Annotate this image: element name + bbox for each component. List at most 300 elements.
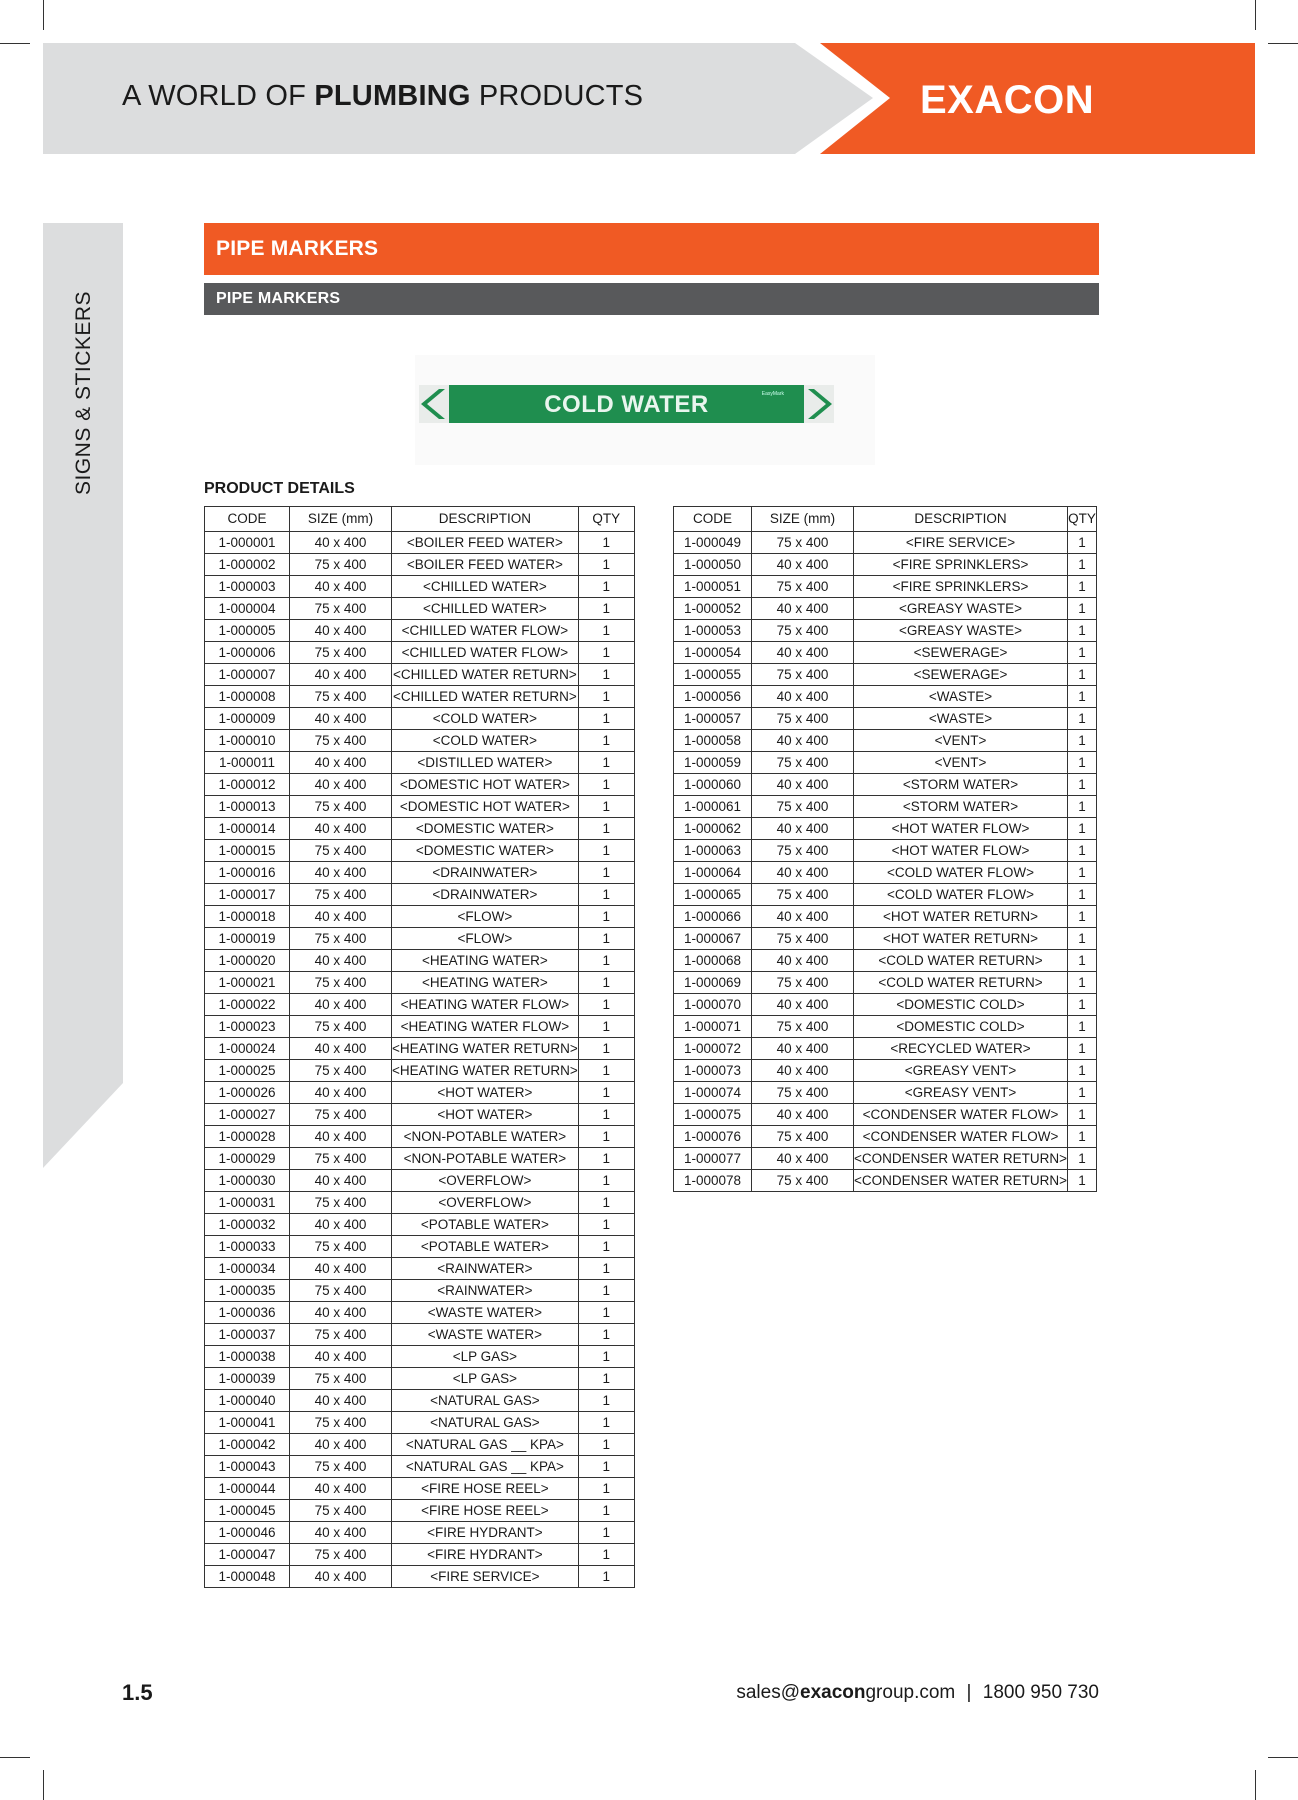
cell-size: 40 x 400 [290,1258,392,1280]
table-row [205,598,635,620]
cell-qty: 1 [578,818,634,840]
cell-description: <NATURAL GAS> [392,1390,579,1412]
cell-description: <HEATING WATER FLOW> [392,994,579,1016]
table-row [205,906,635,928]
cell-qty: 1 [578,664,634,686]
table-row [674,620,1097,642]
cell-qty: 1 [578,862,634,884]
cell-qty: 1 [1068,664,1097,686]
cell-qty: 1 [578,1170,634,1192]
cell-code: 1-000011 [205,752,290,774]
cell-code: 1-000031 [205,1192,290,1214]
cell-size: 40 x 400 [290,532,392,554]
cell-code: 1-000041 [205,1412,290,1434]
cell-description: <RAINWATER> [392,1280,579,1302]
cell-description: <SEWERAGE> [854,664,1068,686]
cell-size: 40 x 400 [290,708,392,730]
cell-qty: 1 [1068,1060,1097,1082]
cell-size: 40 x 400 [290,818,392,840]
table-row [674,950,1097,972]
crop-mark [1268,1757,1298,1758]
section-title: PIPE MARKERS [216,237,379,260]
cell-code: 1-000051 [674,576,752,598]
cell-size: 75 x 400 [290,1104,392,1126]
crop-mark [43,1770,44,1800]
cell-size: 40 x 400 [752,906,854,928]
cell-description: <VENT> [854,730,1068,752]
cell-size: 75 x 400 [290,598,392,620]
pipe-marker-text: COLD WATER [544,391,709,418]
cell-qty: 1 [1068,928,1097,950]
cell-description: <CHILLED WATER FLOW> [392,642,579,664]
cell-qty: 1 [578,642,634,664]
cell-qty: 1 [1068,752,1097,774]
cell-qty: 1 [578,1434,634,1456]
table-row [205,1566,635,1588]
table-row [205,620,635,642]
cell-size: 75 x 400 [290,1192,392,1214]
cell-size: 75 x 400 [752,1170,854,1192]
table-row [674,1038,1097,1060]
product-table-right [673,506,1097,1192]
cell-code: 1-000043 [205,1456,290,1478]
cell-description: <HOT WATER RETURN> [854,928,1068,950]
cell-code: 1-000008 [205,686,290,708]
section-subtitle-bar [204,283,1099,315]
cell-qty: 1 [1068,730,1097,752]
table-row [205,576,635,598]
cell-description: <DOMESTIC HOT WATER> [392,796,579,818]
table-row [205,1148,635,1170]
table-row [674,686,1097,708]
cell-code: 1-000010 [205,730,290,752]
cell-code: 1-000040 [205,1390,290,1412]
table-row [674,664,1097,686]
cell-description: <POTABLE WATER> [392,1214,579,1236]
cell-qty: 1 [578,1456,634,1478]
cell-size: 75 x 400 [290,1368,392,1390]
cell-code: 1-000017 [205,884,290,906]
cell-qty: 1 [1068,862,1097,884]
table-row [205,972,635,994]
cell-description: <WASTE WATER> [392,1324,579,1346]
table-row [205,1434,635,1456]
table-row [205,1104,635,1126]
cell-qty: 1 [578,554,634,576]
cell-code: 1-000009 [205,708,290,730]
cell-code: 1-000071 [674,1016,752,1038]
cell-description: <COLD WATER> [392,730,579,752]
cell-qty: 1 [578,598,634,620]
table-row [205,994,635,1016]
product-table-left [204,506,635,1588]
cell-description: <CHILLED WATER> [392,598,579,620]
cell-size: 40 x 400 [752,774,854,796]
cell-description: <COLD WATER RETURN> [854,950,1068,972]
cell-description: <POTABLE WATER> [392,1236,579,1258]
cell-code: 1-000064 [674,862,752,884]
cell-description: <NATURAL GAS __ KPA> [392,1434,579,1456]
cell-description: <CHILLED WATER FLOW> [392,620,579,642]
table-row [205,1082,635,1104]
cell-code: 1-000037 [205,1324,290,1346]
cell-description: <FIRE HYDRANT> [392,1522,579,1544]
cell-description: <OVERFLOW> [392,1192,579,1214]
cell-size: 40 x 400 [290,1126,392,1148]
cell-size: 75 x 400 [290,840,392,862]
cell-size: 40 x 400 [752,950,854,972]
crop-mark [1268,43,1298,44]
table-row [674,1148,1097,1170]
cell-description: <GREASY WASTE> [854,598,1068,620]
table-row [205,752,635,774]
section-subtitle: PIPE MARKERS [216,290,341,307]
table-row [205,1192,635,1214]
cell-description: <HOT WATER FLOW> [854,840,1068,862]
cell-description: <DOMESTIC COLD> [854,994,1068,1016]
cell-code: 1-000078 [674,1170,752,1192]
cell-code: 1-000069 [674,972,752,994]
cell-description: <COLD WATER> [392,708,579,730]
cell-code: 1-000052 [674,598,752,620]
cell-qty: 1 [578,1148,634,1170]
cell-description: <GREASY WASTE> [854,620,1068,642]
cell-size: 75 x 400 [290,884,392,906]
table-row [674,1104,1097,1126]
cell-qty: 1 [578,1346,634,1368]
table-row [205,818,635,840]
table-row [205,642,635,664]
cell-qty: 1 [1068,598,1097,620]
cell-code: 1-000002 [205,554,290,576]
cell-size: 40 x 400 [752,598,854,620]
cell-description: <FIRE HOSE REEL> [392,1500,579,1522]
arrow-right-icon [804,385,834,423]
cell-code: 1-000061 [674,796,752,818]
cell-qty: 1 [1068,818,1097,840]
cell-description: <STORM WATER> [854,796,1068,818]
cell-description: <GREASY VENT> [854,1082,1068,1104]
table-row [205,1324,635,1346]
table-row [674,972,1097,994]
cell-qty: 1 [578,1192,634,1214]
cell-size: 40 x 400 [290,1522,392,1544]
table-row [674,1170,1097,1192]
cell-qty: 1 [578,1566,634,1588]
cell-size: 75 x 400 [752,752,854,774]
cell-qty: 1 [1068,994,1097,1016]
cell-code: 1-000060 [674,774,752,796]
cell-size: 40 x 400 [290,620,392,642]
cell-code: 1-000035 [205,1280,290,1302]
cell-code: 1-000036 [205,1302,290,1324]
pipe-marker-maker: EasyMark [761,391,784,397]
cell-code: 1-000038 [205,1346,290,1368]
cell-code: 1-000077 [674,1148,752,1170]
cell-code: 1-000056 [674,686,752,708]
cell-code: 1-000022 [205,994,290,1016]
cell-qty: 1 [578,686,634,708]
cell-code: 1-000006 [205,642,290,664]
table-row [205,884,635,906]
cell-qty: 1 [1068,972,1097,994]
cell-size: 75 x 400 [290,1500,392,1522]
col-header-qty: QTY [1068,507,1097,532]
cell-code: 1-000057 [674,708,752,730]
table-row [674,642,1097,664]
table-row [674,774,1097,796]
cell-description: <VENT> [854,752,1068,774]
cell-description: <NATURAL GAS> [392,1412,579,1434]
cell-size: 75 x 400 [290,730,392,752]
cell-description: <FIRE SERVICE> [854,532,1068,554]
cell-code: 1-000039 [205,1368,290,1390]
table-row [674,532,1097,554]
table-row [205,1038,635,1060]
cell-qty: 1 [578,1126,634,1148]
cell-code: 1-000058 [674,730,752,752]
cell-size: 75 x 400 [752,1016,854,1038]
cell-description: <GREASY VENT> [854,1060,1068,1082]
cell-description: <RECYCLED WATER> [854,1038,1068,1060]
cell-size: 75 x 400 [290,686,392,708]
cell-qty: 1 [578,1038,634,1060]
table-row [205,664,635,686]
cell-size: 75 x 400 [752,664,854,686]
cell-qty: 1 [578,840,634,862]
cell-qty: 1 [1068,1038,1097,1060]
cell-description: <HOT WATER RETURN> [854,906,1068,928]
cell-description: <DRAINWATER> [392,884,579,906]
cell-code: 1-000054 [674,642,752,664]
cell-description: <HEATING WATER FLOW> [392,1016,579,1038]
cell-code: 1-000005 [205,620,290,642]
cell-qty: 1 [578,1412,634,1434]
cell-code: 1-000050 [674,554,752,576]
cell-code: 1-000067 [674,928,752,950]
cell-code: 1-000015 [205,840,290,862]
cell-qty: 1 [578,1082,634,1104]
table-row [205,532,635,554]
page-number: 1.5 [122,1680,153,1705]
cell-qty: 1 [1068,884,1097,906]
cell-description: <BOILER FEED WATER> [392,554,579,576]
cell-qty: 1 [578,796,634,818]
cell-qty: 1 [1068,642,1097,664]
cell-size: 40 x 400 [752,1038,854,1060]
table-row [205,1478,635,1500]
table-row [205,1060,635,1082]
cell-description: <HOT WATER> [392,1104,579,1126]
cell-code: 1-000046 [205,1522,290,1544]
table-header-row [205,507,635,532]
cell-size: 40 x 400 [290,774,392,796]
cell-code: 1-000042 [205,1434,290,1456]
table-row [674,752,1097,774]
cell-qty: 1 [578,1258,634,1280]
cell-code: 1-000027 [205,1104,290,1126]
cell-description: <WASTE> [854,686,1068,708]
cell-size: 75 x 400 [752,708,854,730]
cell-description: <HEATING WATER RETURN> [392,1038,579,1060]
cell-qty: 1 [1068,686,1097,708]
table-row [205,1236,635,1258]
cell-code: 1-000044 [205,1478,290,1500]
cell-description: <HEATING WATER RETURN> [392,1060,579,1082]
cell-description: <FIRE HOSE REEL> [392,1478,579,1500]
cell-qty: 1 [1068,708,1097,730]
cell-description: <CONDENSER WATER FLOW> [854,1126,1068,1148]
cell-size: 75 x 400 [290,1236,392,1258]
cell-code: 1-000018 [205,906,290,928]
cell-description: <BOILER FEED WATER> [392,532,579,554]
cell-description: <LP GAS> [392,1368,579,1390]
table-row [674,1082,1097,1104]
table-row [205,1522,635,1544]
cell-qty: 1 [578,1214,634,1236]
cell-qty: 1 [1068,774,1097,796]
cell-code: 1-000021 [205,972,290,994]
cell-size: 40 x 400 [290,1434,392,1456]
cell-size: 75 x 400 [290,554,392,576]
cell-qty: 1 [578,774,634,796]
cell-qty: 1 [578,1478,634,1500]
cell-size: 40 x 400 [290,1346,392,1368]
table-row [205,686,635,708]
table-row [205,730,635,752]
table-row [674,840,1097,862]
cell-description: <CHILLED WATER RETURN> [392,664,579,686]
cell-description: <WASTE WATER> [392,1302,579,1324]
table-row [205,1214,635,1236]
cell-size: 40 x 400 [290,1302,392,1324]
cell-size: 40 x 400 [752,994,854,1016]
crop-mark [43,0,44,30]
cell-size: 40 x 400 [290,906,392,928]
cell-description: <HEATING WATER> [392,972,579,994]
table-row [205,950,635,972]
cell-size: 75 x 400 [752,620,854,642]
cell-size: 40 x 400 [290,1478,392,1500]
cell-code: 1-000026 [205,1082,290,1104]
cell-description: <OVERFLOW> [392,1170,579,1192]
cell-size: 75 x 400 [752,532,854,554]
cell-code: 1-000007 [205,664,290,686]
cell-code: 1-000059 [674,752,752,774]
cell-code: 1-000003 [205,576,290,598]
cell-qty: 1 [1068,576,1097,598]
table-row [205,554,635,576]
contact-email: sales@exacongroup.com [736,1682,956,1703]
cell-size: 40 x 400 [752,818,854,840]
table-row [205,708,635,730]
cell-size: 40 x 400 [290,1566,392,1588]
pipe-marker-image [423,385,830,423]
cell-qty: 1 [578,906,634,928]
table-row [674,862,1097,884]
cell-qty: 1 [1068,1170,1097,1192]
side-tab-label: SIGNS & STICKERS [72,290,95,495]
cell-code: 1-000076 [674,1126,752,1148]
cell-size: 40 x 400 [290,752,392,774]
cell-code: 1-000004 [205,598,290,620]
cell-qty: 1 [578,884,634,906]
cell-description: <FLOW> [392,928,579,950]
cell-description: <COLD WATER FLOW> [854,884,1068,906]
cell-code: 1-000024 [205,1038,290,1060]
cell-code: 1-000033 [205,1236,290,1258]
cell-qty: 1 [578,1522,634,1544]
table-row [674,928,1097,950]
cell-size: 75 x 400 [290,1324,392,1346]
cell-size: 75 x 400 [752,796,854,818]
table-row [205,1280,635,1302]
cell-description: <HOT WATER> [392,1082,579,1104]
cell-description: <DISTILLED WATER> [392,752,579,774]
table-row [674,818,1097,840]
table-row [205,840,635,862]
table-row [674,1060,1097,1082]
cell-size: 75 x 400 [752,972,854,994]
cell-code: 1-000068 [674,950,752,972]
cell-description: <FIRE SERVICE> [392,1566,579,1588]
cell-qty: 1 [1068,620,1097,642]
table-row [674,554,1097,576]
col-header-qty: QTY [578,507,634,532]
cell-qty: 1 [1068,1148,1097,1170]
cell-code: 1-000053 [674,620,752,642]
cell-code: 1-000075 [674,1104,752,1126]
cell-description: <FIRE SPRINKLERS> [854,576,1068,598]
cell-code: 1-000072 [674,1038,752,1060]
table-row [674,708,1097,730]
cell-qty: 1 [578,1500,634,1522]
cell-qty: 1 [578,972,634,994]
cell-code: 1-000062 [674,818,752,840]
cell-size: 40 x 400 [752,1148,854,1170]
cell-size: 75 x 400 [752,928,854,950]
cell-qty: 1 [578,708,634,730]
cell-description: <CHILLED WATER> [392,576,579,598]
cell-qty: 1 [578,620,634,642]
cell-size: 75 x 400 [290,1456,392,1478]
cell-description: <WASTE> [854,708,1068,730]
cell-qty: 1 [1068,1126,1097,1148]
cell-description: <CONDENSER WATER FLOW> [854,1104,1068,1126]
cell-qty: 1 [578,1016,634,1038]
cell-qty: 1 [578,1544,634,1566]
cell-code: 1-000001 [205,532,290,554]
cell-qty: 1 [1068,796,1097,818]
cell-code: 1-000047 [205,1544,290,1566]
table-row [674,576,1097,598]
cell-qty: 1 [578,1236,634,1258]
cell-size: 75 x 400 [290,642,392,664]
cell-code: 1-000020 [205,950,290,972]
product-details-title: PRODUCT DETAILS [204,480,355,497]
cell-qty: 1 [1068,532,1097,554]
cell-description: <CONDENSER WATER RETURN> [854,1148,1068,1170]
cell-size: 75 x 400 [290,1148,392,1170]
cell-size: 40 x 400 [752,686,854,708]
cell-qty: 1 [578,576,634,598]
cell-size: 75 x 400 [290,1412,392,1434]
cell-description: <NON-POTABLE WATER> [392,1126,579,1148]
cell-code: 1-000073 [674,1060,752,1082]
cell-qty: 1 [578,1390,634,1412]
col-header-code: CODE [205,507,290,532]
cell-description: <COLD WATER RETURN> [854,972,1068,994]
